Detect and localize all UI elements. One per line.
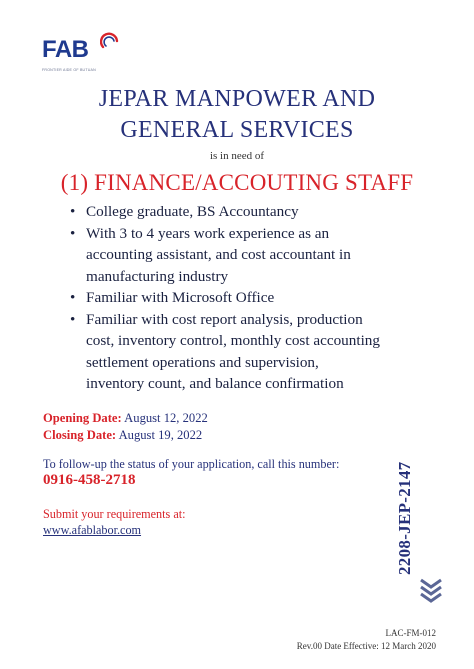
logo-wordmark: FAB bbox=[42, 36, 89, 63]
qualification-line: College graduate, BS Accountancy bbox=[86, 203, 299, 220]
opening-date-label: Opening Date: bbox=[43, 411, 122, 425]
revision-info: Rev.00 Date Effective: 12 March 2020 bbox=[296, 641, 436, 651]
company-name-line2: GENERAL SERVICES bbox=[120, 117, 354, 143]
company-name bbox=[0, 84, 474, 146]
job-code: 2208-JEP-2147 bbox=[395, 461, 414, 575]
form-code: LAC-FM-012 bbox=[385, 628, 436, 638]
need-text: is in need of bbox=[209, 150, 265, 162]
list-item bbox=[70, 223, 400, 288]
list-item bbox=[70, 309, 400, 395]
logo-tagline: FRONTIER AIDE OF BUTUAN bbox=[42, 68, 96, 72]
job-title: (1) FINANCE/ACCOUTING STAFF bbox=[60, 170, 414, 195]
follow-up-text: To follow-up the status of your application, call this number: bbox=[43, 457, 340, 471]
list-item bbox=[70, 201, 400, 223]
logo-swoosh-icon bbox=[100, 32, 120, 52]
qualification-line: manufacturing industry bbox=[86, 267, 229, 285]
qualifications-list bbox=[70, 201, 400, 395]
qualification-line: Familiar with Microsoft Office bbox=[86, 289, 275, 306]
chevron-down-icon bbox=[418, 578, 444, 604]
contact-phone: 0916-458-2718 bbox=[43, 472, 136, 488]
bullet-icon: • bbox=[70, 224, 76, 242]
bullet-icon: • bbox=[70, 289, 76, 306]
footer bbox=[297, 627, 436, 653]
fab-logo bbox=[42, 28, 122, 76]
closing-date-label: Closing Date: bbox=[43, 428, 117, 442]
list-item bbox=[70, 287, 400, 309]
bullet-icon: • bbox=[70, 203, 76, 220]
qualification-line: cost, inventory control, monthly cost accounting bbox=[86, 332, 380, 349]
company-name-line1: JEPAR MANPOWER AND bbox=[98, 86, 376, 112]
qualification-line: inventory count, and balance confirmation bbox=[86, 375, 344, 392]
opening-date bbox=[43, 410, 208, 427]
dates-block bbox=[43, 410, 208, 444]
qualification-line: With 3 to 4 years work experience as an bbox=[86, 224, 330, 242]
bullet-icon: • bbox=[70, 310, 76, 328]
closing-date-value: August 19, 2022 bbox=[116, 428, 203, 442]
opening-date-value: August 12, 2022 bbox=[121, 411, 208, 425]
qualification-line: accounting assistant, and cost accountant in bbox=[86, 246, 351, 263]
website-link[interactable]: www.afablabor.com bbox=[43, 523, 142, 537]
closing-date bbox=[43, 427, 208, 444]
qualification-line: Familiar with cost report analysis, production bbox=[86, 310, 363, 328]
qualification-line: settlement operations and supervision, bbox=[86, 353, 319, 371]
submit-text: Submit your requirements at: bbox=[43, 507, 186, 521]
